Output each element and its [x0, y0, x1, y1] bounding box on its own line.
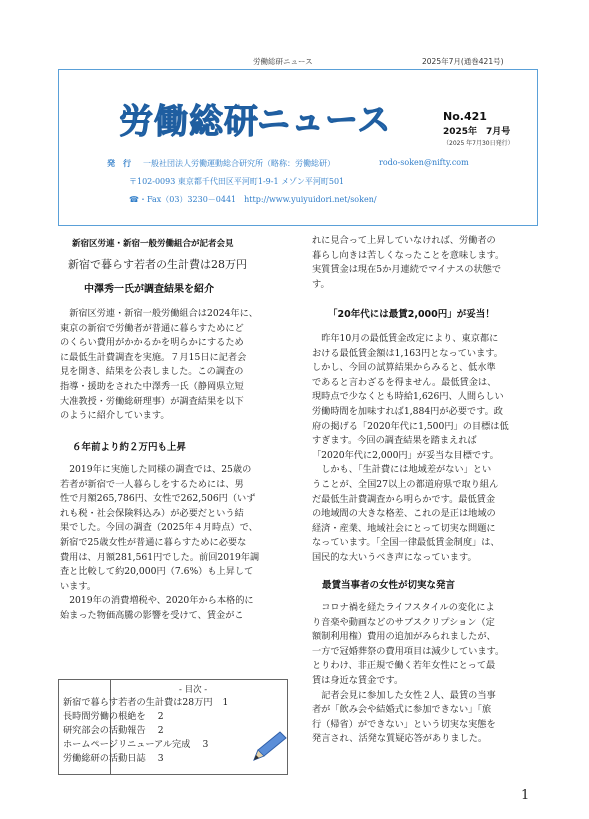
- section3-body: [312, 601, 544, 747]
- text-line: り音楽や動画などのサブスクリプション（定: [312, 616, 495, 628]
- text-line: 実質賃金は現在5か月連続でマイナスの状態で: [312, 264, 502, 276]
- text-line: 東京の新宿で労働者が普通に暮らすためにど: [60, 322, 244, 334]
- toc-item-label: ホームページリニューアル完成: [63, 739, 191, 750]
- publisher-label: 発 行: [107, 158, 131, 168]
- text-line: 始まった物価高騰の影響を受けて、賃金がこ: [60, 609, 244, 621]
- text-line: れも税・社会保険料込み）が必要だという結: [60, 507, 244, 519]
- text-line: 新宿で25歳女性が普通に暮らすために必要な: [60, 536, 247, 548]
- text-line: 2019年の消費増税や、2020年から本格的に: [69, 595, 254, 607]
- text-line: 果でした。今回の調査（2025年４月時点）で、: [60, 522, 258, 534]
- text-line: います。: [60, 580, 97, 592]
- text-line: のくらい費用がかかるかを明らかにするため: [60, 337, 244, 349]
- text-line: の地域間の大きな格差、これの是正は地域の: [312, 508, 496, 520]
- text-line: しかも、「生計費には地域差がない」とい: [321, 464, 492, 476]
- text-line: 費用は、月額281,561円でした。前回2019年調: [60, 551, 260, 563]
- text-line: うことが、全国27以上の都道府県で取り組ん: [312, 478, 499, 490]
- toc-item-page: 3: [202, 739, 209, 750]
- toc-item-page: 2: [157, 711, 164, 722]
- text-line: 行（帰省）ができない」という切実な実態を: [312, 718, 496, 730]
- text-line: 経済・産業、地域社会にとって切実な問題に: [312, 522, 496, 534]
- text-line: のように紹介しています。: [60, 410, 170, 422]
- text-line: であると言わざるを得ません。最低賃金は、: [312, 376, 497, 388]
- text-line: す。: [312, 278, 330, 290]
- issued-date: （2025 年7月30日発行）: [443, 140, 514, 147]
- text-line: 額制利用権）費用の追加がみられましたが、: [312, 631, 496, 643]
- masthead-logo-kana: ニュース: [257, 100, 392, 139]
- article-subhead: 中澤秀一氏が調査結果を紹介: [84, 284, 214, 295]
- text-line: 査と比較して約20,000円（7.6%）も上昇して: [60, 566, 254, 578]
- issue-number: No.421: [443, 110, 487, 123]
- text-line: コロナ禍を経たライフスタイルの変化によ: [321, 602, 495, 613]
- text-line: なっています。「全国一律最低賃金制度」は、: [312, 537, 500, 549]
- text-line: 発言され、活発な質疑応答がありました。: [312, 733, 488, 745]
- toc-item-label: 労働総研の活動日誌: [63, 753, 146, 764]
- text-line: すぎます。今回の調査結果を踏まえれば: [312, 435, 477, 447]
- toc-item-label: 新宿で暮らす若者の生計費は28万円: [63, 697, 213, 708]
- running-header-title: 労働総研ニュース: [253, 57, 313, 66]
- text-line: 者が「飲み会や結婚式に参加できない」「旅: [312, 704, 492, 716]
- text-line: 現時点で少なくとも時給1,626円、人間らしい: [312, 391, 504, 403]
- text-line: 記者会見に参加した女性２人、最賃の当事: [321, 689, 496, 701]
- toc-item-label: 研究部会の活動報告: [63, 725, 146, 736]
- text-line: 2019年に実施した同様の調査では、25歳の: [69, 464, 252, 475]
- text-line: しかし、今回の試算結果からみると、低水準: [312, 362, 496, 374]
- issue-month: 2025年 7月号: [443, 127, 511, 137]
- toc-item-page: 3: [157, 753, 164, 764]
- text-line: 新宿区労連・新宿一般労働組合は2024年に、: [69, 308, 258, 319]
- publisher-name: 一般社団法人労働運動総合研究所（略称：労働総研）: [143, 159, 335, 168]
- text-line: 一方で冠婚葬祭の費用項目は減少しています。: [312, 645, 505, 657]
- article-continued: [312, 234, 544, 292]
- toc-box-left-frame: [58, 679, 111, 775]
- text-line: 賃は身近な賃金です。: [312, 674, 404, 686]
- article-headline: 新宿で暮らす若者の生計費は28万円: [68, 258, 247, 271]
- text-line: 府の掲げる「2020年代に1,500円」の目標は低: [312, 420, 509, 432]
- text-line: れに見合って上昇していなければ、労働者の: [312, 235, 496, 246]
- text-line: 昨年10月の最低賃金改定により、東京都に: [321, 333, 499, 344]
- text-line: 見を開き、結果を公表しました。この調査の: [60, 366, 244, 378]
- pencil-icon: [250, 730, 288, 762]
- text-line: 指導・援助をされた中澤秀一氏（静岡県立短: [60, 380, 244, 392]
- toc-item-label: 長時間労働の根絶を: [63, 711, 146, 722]
- page-number: 1: [521, 788, 530, 803]
- masthead: [58, 69, 538, 226]
- text-line: 性で月額265,786円、女性で262,506円（いず: [60, 493, 256, 505]
- running-header-issue: 2025年7月(通巻421号): [422, 57, 504, 66]
- section3-title: 最賃当事者の女性が切実な発言: [322, 580, 456, 591]
- text-line: 労働時間を加味すれば1,884円が必要です。政: [312, 405, 503, 417]
- toc-item-page: 2: [157, 725, 164, 736]
- text-line: 若者が新宿で一人暮らしをするためには、男: [60, 478, 244, 490]
- section1-title: ６年前より約２万円も上昇: [72, 442, 187, 453]
- publisher-contact[interactable]: ☎・Fax（03）3230－0441 http://www.yuiyuidori.net/soken/: [129, 195, 377, 204]
- text-line: 大准教授・労働総研理事）が調査結果を以下: [60, 395, 244, 407]
- section2-body: [312, 332, 544, 566]
- article-kicker: 新宿区労連・新宿一般労働組合が記者会見: [72, 239, 234, 249]
- text-line: だ最低生計費調査から明らかです。最低賃金: [312, 493, 496, 505]
- section2-title: 「20年代には最賃2,000円」が妥当！: [328, 309, 495, 320]
- masthead-logo-kanji: 労働総研: [119, 102, 259, 142]
- publisher-email[interactable]: rodo-soken@nifty.com: [379, 158, 469, 167]
- toc-title: - 目次 -: [179, 685, 208, 695]
- text-line: 「2020年代に2,000円」が妥当な目標です。: [312, 449, 499, 461]
- text-line: に最低生計費調査を実施。７月15日に記者会: [60, 351, 247, 363]
- publisher-address: 〒102-0093 東京都千代田区平河町1-9-1 メゾン平河町501: [129, 177, 345, 186]
- text-line: 国民的な大いうべき声になっています。: [312, 551, 477, 563]
- text-line: とりわけ、非正規で働く若年女性にとって最: [312, 660, 496, 672]
- toc-item-page: 1: [222, 697, 229, 708]
- section1-body: [60, 463, 292, 624]
- text-line: 暮らし向きは苦しくなったことを意味します。: [312, 249, 505, 261]
- text-line: おける最低賃金額は1,163円となっています。: [312, 347, 503, 359]
- article-intro: [60, 307, 292, 424]
